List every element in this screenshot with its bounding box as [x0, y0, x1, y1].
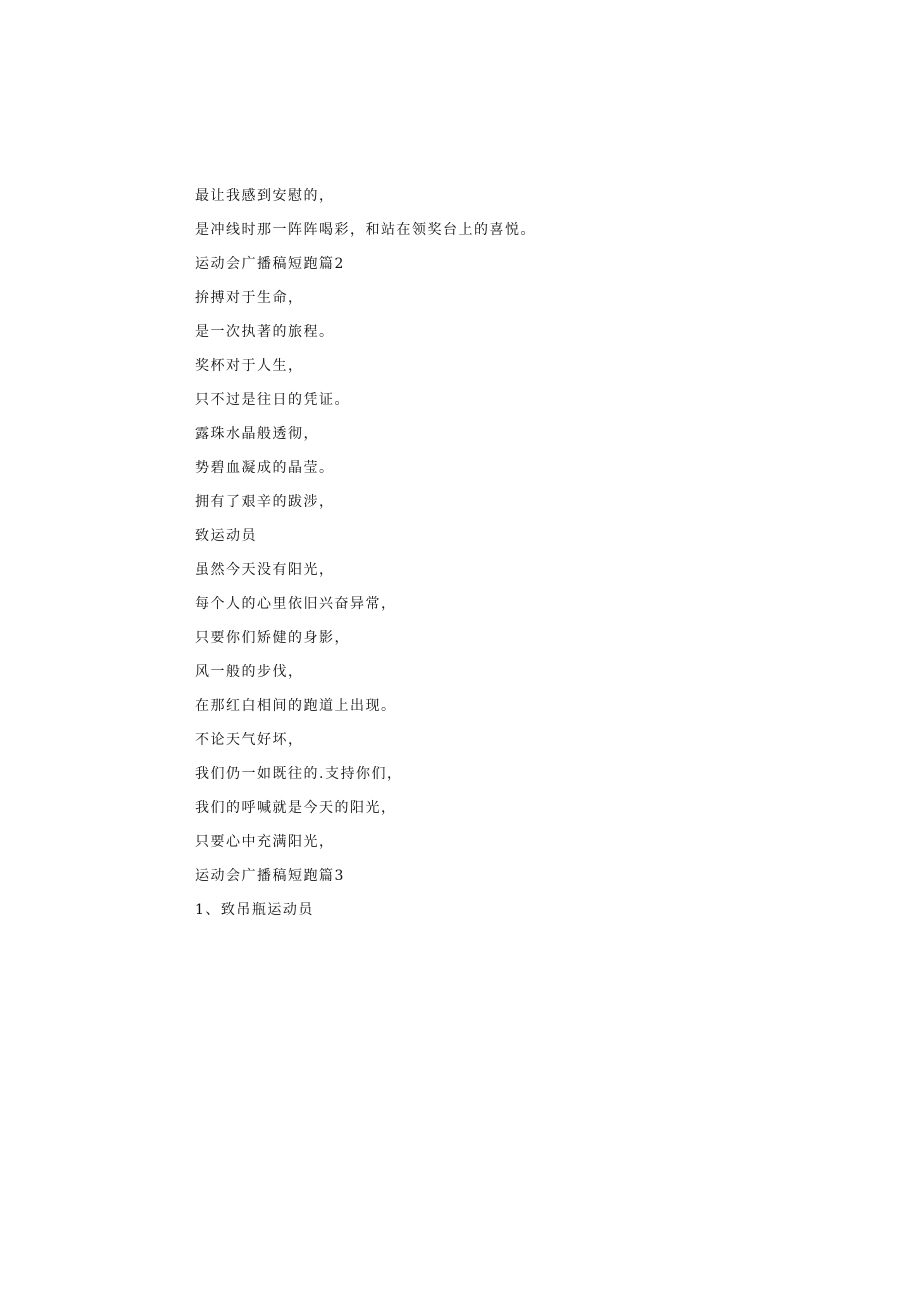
text-line: 1、致吊瓶运动员: [195, 902, 314, 918]
text-line: 我们的呼喊就是今天的阳光，: [195, 800, 397, 816]
text-line: 只要你们矫健的身影，: [195, 630, 350, 646]
section-heading: 运动会广播稿短跑篇2: [195, 256, 345, 272]
text-line: 风一般的步伐，: [195, 664, 304, 680]
text-line: 拥有了艰辛的跋涉，: [195, 494, 335, 510]
text-line: 在那红白相间的跑道上出现。: [195, 698, 397, 714]
text-line: 是冲线时那一阵阵喝彩，和站在领奖台上的喜悦。: [195, 222, 536, 238]
document-body: [195, 186, 835, 934]
text-line: 拚搏对于生命，: [195, 290, 304, 306]
text-line: 只要心中充满阳光，: [195, 834, 335, 850]
text-line: 我们仍一如既往的.支持你们，: [195, 766, 403, 782]
text-line: 致运动员: [195, 528, 257, 544]
text-line: 最让我感到安慰的，: [195, 188, 335, 204]
text-line: 露珠水晶般透彻，: [195, 426, 319, 442]
text-line: 势碧血凝成的晶莹。: [195, 460, 335, 476]
section-heading: 运动会广播稿短跑篇3: [195, 868, 345, 884]
text-line: 只不过是往日的凭证。: [195, 392, 350, 408]
text-line: 奖杯对于人生，: [195, 358, 304, 374]
text-line: 是一次执著的旅程。: [195, 324, 335, 340]
text-line: 每个人的心里依旧兴奋异常，: [195, 596, 397, 612]
text-line: 虽然今天没有阳光，: [195, 562, 335, 578]
text-line: 不论天气好坏，: [195, 732, 304, 748]
